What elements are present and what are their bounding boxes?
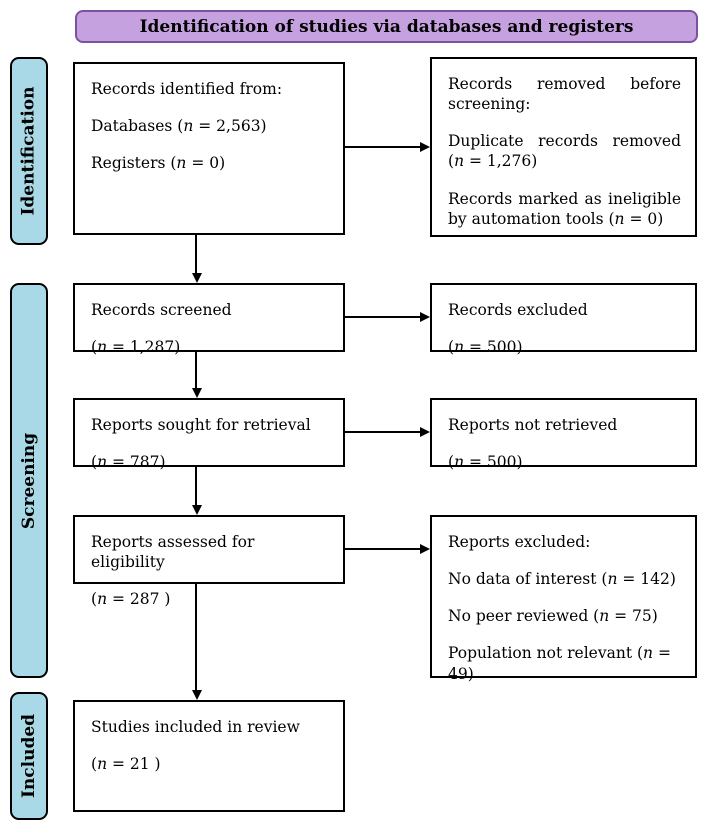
box-line: Duplicate records removed (n = 1,276) <box>448 132 681 171</box>
arrow-assessed-to-included <box>195 584 197 691</box>
arrow-screened-to-excluded <box>345 316 421 318</box>
box-line: Population not relevant (n = 49) <box>448 644 671 683</box>
box-reports-assessed <box>73 515 345 609</box>
box-line: Reports sought for retrieval <box>91 416 311 434</box>
diagram-title: Identification of studies via databases and registers <box>139 16 634 37</box>
stage-bar-included <box>10 692 48 820</box>
box-records-screened <box>73 283 345 357</box>
box-line: (n = 1,287) <box>91 338 181 357</box>
box-line: Records removed before screening: <box>448 75 681 114</box>
box-line: Reports assessed for eligibility <box>91 533 255 572</box>
box-line: Registers (n = 0) <box>91 154 226 173</box>
arrow-identified-to-screened <box>195 235 197 274</box>
stage-label-included: Included <box>19 713 40 799</box>
box-line: (n = 21 ) <box>91 755 161 774</box>
box-line: Reports not retrieved <box>448 416 618 434</box>
stage-label-identification: Identification <box>19 86 39 216</box>
arrow-sought-to-assessed <box>195 467 197 506</box>
box-reports-sought <box>73 398 345 472</box>
box-line: Studies included in review <box>91 718 300 736</box>
stage-bar-screening <box>10 283 48 678</box>
box-line: Records excluded <box>448 301 588 319</box>
box-line: (n = 787) <box>91 453 166 472</box>
box-reports-excluded <box>430 515 697 683</box>
box-records-removed <box>430 57 697 237</box>
box-line: Reports excluded: <box>448 533 591 551</box>
arrow-screened-to-sought <box>195 352 197 389</box>
stage-label-screening: Screening <box>19 432 39 529</box>
box-line: (n = 287 ) <box>91 590 171 609</box>
box-line: No data of interest (n = 142) <box>448 570 676 589</box>
box-reports-not-retrieved <box>430 398 697 472</box>
box-line: Records marked as ineligible by automation tools (n = 0) <box>448 189 681 228</box>
box-line: Records identified from: <box>91 80 283 98</box>
arrow-assessed-to-excluded <box>345 548 421 550</box>
box-line: (n = 500) <box>448 338 523 357</box>
box-records-excluded <box>430 283 697 357</box>
stage-bar-identification <box>10 57 48 245</box>
box-line: (n = 500) <box>448 453 523 472</box>
box-studies-included <box>73 700 345 812</box>
box-line: Records screened <box>91 301 232 319</box>
arrow-sought-to-not-retrieved <box>345 431 421 433</box>
arrow-identified-to-removed <box>345 146 421 148</box>
box-line: No peer reviewed (n = 75) <box>448 607 658 626</box>
diagram-title-banner <box>75 10 698 43</box>
box-line: Databases (n = 2,563) <box>91 117 267 136</box>
box-records-identified <box>73 62 345 235</box>
